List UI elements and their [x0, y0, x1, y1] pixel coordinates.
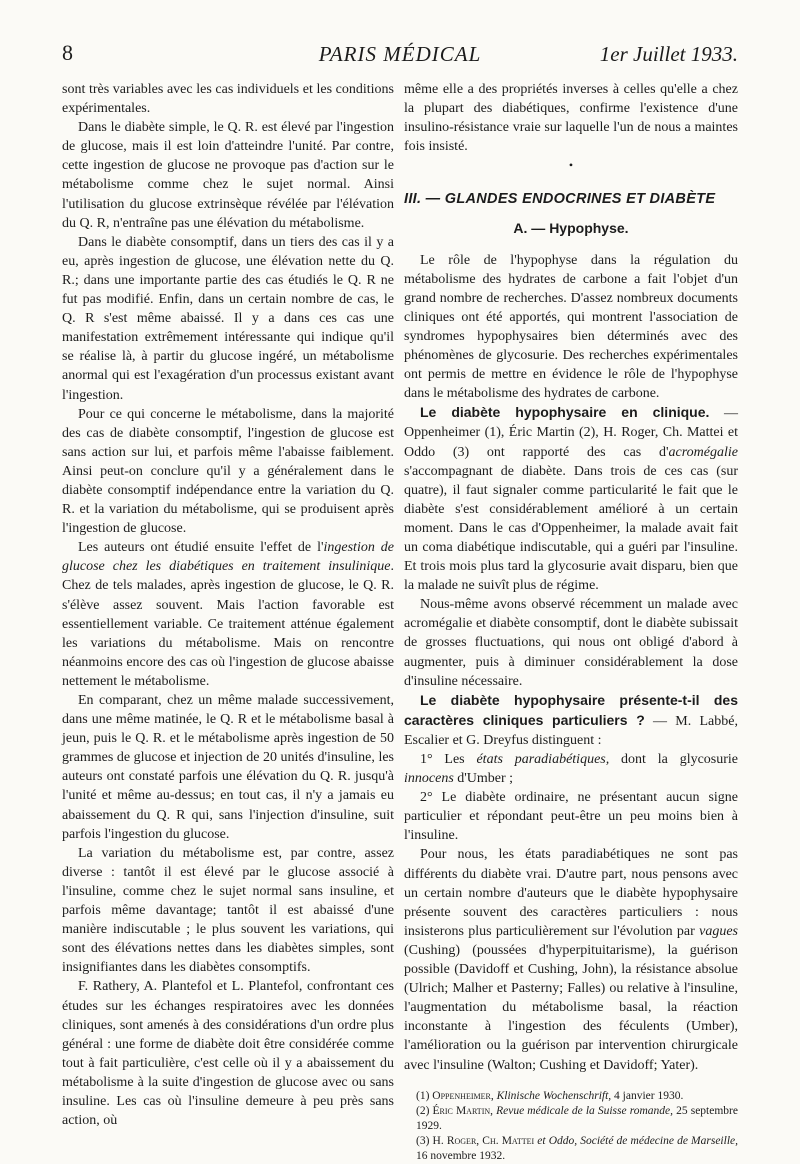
emphasis-text: vagues — [699, 923, 738, 939]
text-run: dont la glycosurie — [609, 752, 739, 767]
paragraph: En comparant, chez un même malade successivement, dans une même matinée, le Q. R et le métabolisme basal à jeun, puis le Q. R. et le métabolisme après ingestion de 50 grammes de glucose et injection de 20 unités d'insuline, les auteurs ont constaté parfois une élévation du Q. R. jusqu'à l'unité et même au-dessus; en tout cas, il n'y a jamais eu abaissement du Q. R qui, sans l'injection d'insuline, suit parfois l'ingestion du glucose. — [62, 693, 394, 842]
text-run: — M. Labbé, Escalier et G. Dreyfus distinguent : — [404, 713, 738, 748]
right-column — [404, 80, 738, 1164]
emphasis-text: ingestion de glucose chez les diabétiques en traitement insulinique — [62, 540, 394, 575]
subsection-heading: A. — Hypophyse. — [513, 220, 629, 237]
footnote-source: Klinische Wochenschrift, — [493, 1089, 612, 1102]
page-header — [62, 40, 738, 74]
text-run: s'accompagnant de diabète. Dans trois de ces cas (sur quatre), il faut signaler comme particularité le fait que le diabète s'est considérablement amélioré à un certain moment. Dans le cas d'Oppenheimer, la malade avait fait un coma diabétique indiscutable, qui a guéri par l'insuline. Et trois mois plus tard la glycosurie avait disparu, bien que la malade ne suivît plus de régime. — [404, 463, 738, 594]
page-number: 8 — [62, 40, 73, 65]
footnote-number: (3) — [416, 1134, 433, 1147]
footnotes — [404, 1089, 738, 1164]
footnote-author: Éric Martin, — [432, 1104, 494, 1117]
footnote-date: 16 novembre 1932. — [416, 1149, 506, 1162]
footnote-source: Revue médicale de la Suisse romande, — [493, 1104, 674, 1117]
emphasis-text: états paradiabétiques, — [476, 752, 610, 767]
paragraph — [404, 845, 738, 1074]
run-in-heading: Le diabète hypophysaire présente-t-il des caractères cliniques particuliers ? — [404, 691, 738, 728]
text-run: 1° Les — [420, 752, 477, 767]
paragraph: F. Rathery, A. Plantefol et L. Plantefol, confrontant ces études sur les échanges respiratoires avec les données cliniques, sont amenés à des considérations d'un ordre plus général : une forme de diabète doit être considérée comme tout à fait particulière, c'est celle où il y a abaissement du métabolisme à la suite d'ingestion de glucose avec ou sans insuline. Les cas où l'insuline demeure à peu près sans action, où — [62, 979, 394, 1129]
text-run: — Oppenheimer (1), Éric Martin (2), H. Roger, Ch. Mattei et Oddo (3) ont rapporté des cas d' — [404, 406, 739, 460]
paragraph: La variation du métabolisme est, par contre, assez diverse : tantôt il est élevé par le glucose associé à l'insuline, comme chez le sujet normal sans insuline, et parfois même davantage; tantôt il est abaissé d'une manière indiscutable ; le plus souvent les variations, qui sont des élévations nettes dans les diabètes simples, sont insignifiantes dans les diabètes consomptifs. — [62, 845, 394, 976]
footnote — [404, 1134, 738, 1164]
text-run: Pour nous, les états paradiabétiques ne sont pas différents du diabète vrai. D'autre part, nous pensons avec un certain nombre d'auteurs que le diabète hypophysaire présente souvent des caractères particuliers : nous insisterons plus particulièrement sur l'évolution par — [404, 847, 738, 939]
paragraph: Pour ce qui concerne le métabolisme, dans la majorité des cas de diabète consomptif, l'ingestion de glucose est sans action sur lui, et parfois même l'abaisse faiblement. Ainsi peut-on conclure qu'il y a généralement dans le diabète consomptif indépendance entre la variation du Q. R. et la variation du métabolisme, qui se produisent après l'ingestion de glucose. — [62, 406, 394, 537]
journal-title: PARIS MÉDICAL — [318, 42, 482, 66]
footnote-number: (1) — [416, 1089, 433, 1102]
text-run: d'Umber ; — [453, 771, 514, 787]
text-run: . Chez de tels malades, après ingestion de glucose, le Q. R. s'élève assez souvent. Mais l'action favorable est essentiellement variable. Ce traitement atténue également les variations du métabolisme. Mais on rencontre néanmoins encore des cas où l'ingestion de glucose abaisse nettement le métabolisme. — [62, 559, 394, 689]
footnote-number: (2) — [416, 1104, 433, 1117]
paragraph: Le rôle de l'hypophyse dans la régulation du métabolisme des hydrates de carbone a fait l'objet d'un grand nombre de recherches. D'assez nombreux documents cliniques ont été apportés, qui montrent l'association de syndromes hypophysaires bien déterminés avec des phénomènes de glycosurie. Des recherches expérimentales ont permis de mettre en évidence le rôle de l'hypophyse dans le métabolisme des hydrates de carbone. — [404, 252, 738, 402]
text-run: Les auteurs ont étudié ensuite l'effet de l' — [78, 540, 324, 556]
paragraph — [404, 691, 738, 750]
paragraph: sont très variables avec les cas individuels et les conditions expérimentales. — [62, 82, 394, 117]
paragraph — [62, 538, 394, 691]
left-column — [62, 80, 394, 1130]
footnote — [404, 1104, 738, 1134]
separator-dot: • — [568, 158, 574, 173]
footnote-source: et Oddo, Société de médecine de Marseille, — [534, 1134, 738, 1147]
emphasis-text: innocens — [404, 771, 454, 787]
run-in-heading: Le diabète hypophysaire en clinique. — [420, 404, 710, 421]
footnote-author: Oppenheimer, — [432, 1089, 494, 1102]
section-heading: III. — GLANDES ENDOCRINES ET DIABÈTE — [404, 191, 716, 208]
list-item — [404, 750, 738, 788]
footnote-date: 4 janvier 1930. — [611, 1089, 684, 1102]
footnote-author: H. Roger, Ch. Mattei — [432, 1134, 535, 1147]
footnote-date: 25 septembre 1929. — [416, 1104, 738, 1132]
paragraph: Nous-même avons observé récemment un malade avec acromégalie et diabète consomptif, dont le diabète subissait de grosses fluctuations, qui nous ont obligé d'abord à augmenter, puis à diminuer considérablement la dose d'insuline nécessaire. — [404, 597, 738, 689]
issue-date: 1er Juillet 1933. — [599, 42, 738, 66]
text-run: (Cushing) (poussées d'hyperpituitarisme), la guérison possible (Davidoff et Cushing, John), la résistance absolue (Ulrich; Malher et Pasterny; Falles) ou relative à l'insuline, l'augmentation du métabolisme basal, la réaction inconstante à l'ingestion des féculents (Umber), l'amélioration ou la guérison par intervention chirurgicale avec l'insuline (Walton; Cushing et Davidoff; Yater). — [404, 942, 738, 1073]
paragraph: Dans le diabète simple, le Q. R. est élevé par l'ingestion de glucose, mais il est loin d'atteindre l'unité. Par contre, cette ingestion de glucose ne provoque pas d'action sur le métabolisme comme chez le sujet normal. Ainsi l'utilisation du glucose extrinsèque révélée par l'élévation du Q. R, n'entraîne pas une élévation du métabolisme. — [62, 120, 394, 231]
paragraph: même elle a des propriétés inverses à celles qu'elle a chez la plupart des diabétiques, confirme l'existence d'une insulino-résistance vraie sur laquelle l'un de nous a maintes fois insisté. — [404, 82, 738, 155]
paragraph: Dans le diabète consomptif, dans un tiers des cas il y a eu, après ingestion de glucose, une élévation nette du Q. R.; dans une importante partie des cas étudiés le Q. R ne fut pas modifié. Enfin, dans un certain nombre de cas, le Q. R s'est même abaissé. Il y a dans ces cas une manifestation extrêmement intéressante qui indique qu'il se réalise là, à partir du glucose ingéré, un métabolisme anormal qui est l'exagération d'un processus existant avant l'ingestion. — [62, 234, 394, 403]
list-item: 2° Le diabète ordinaire, ne présentant aucun signe particulier et répondant peut-être un peu moins bien à l'insuline. — [404, 790, 738, 844]
paragraph — [404, 403, 738, 595]
footnote — [404, 1089, 738, 1104]
emphasis-text: acromégalie — [668, 444, 738, 460]
